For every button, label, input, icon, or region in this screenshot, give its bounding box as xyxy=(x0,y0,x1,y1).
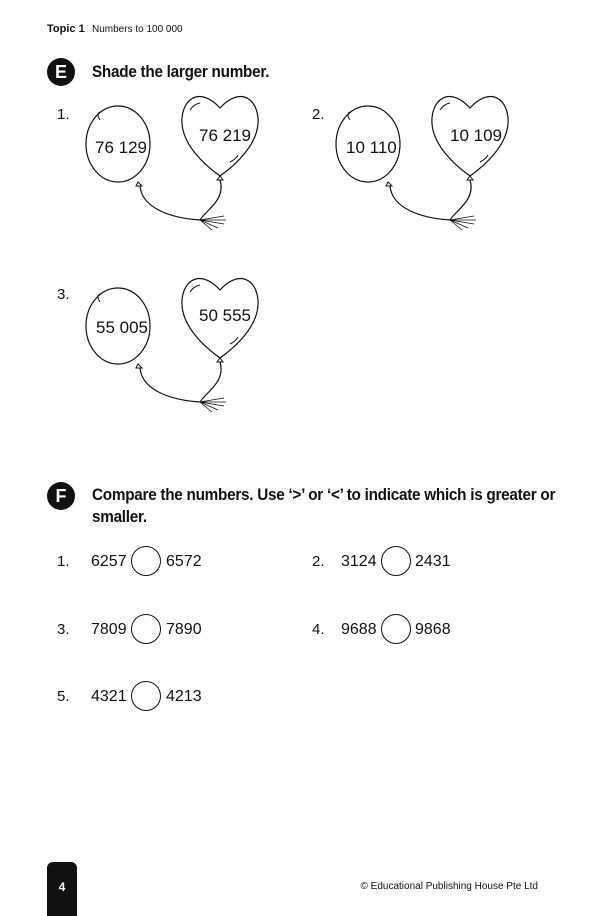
balloon-right-value[interactable]: 10 109 xyxy=(450,126,502,145)
compare-right-number: 4213 xyxy=(166,688,202,705)
compare-left-number: 7809 xyxy=(91,621,127,638)
compare-right-number: 7890 xyxy=(166,621,202,638)
balloon-left-value[interactable]: 10 110 xyxy=(346,138,397,157)
compare-left-number: 9688 xyxy=(341,621,377,638)
section-f-instruction-line2: smaller. xyxy=(92,507,147,526)
topic-label: Topic 1 xyxy=(47,23,85,35)
question-number: 5. xyxy=(57,688,70,705)
compare-answer-circle[interactable] xyxy=(131,681,161,711)
balloon-right-value[interactable]: 76 219 xyxy=(199,126,251,145)
compare-right-number: 2431 xyxy=(415,553,451,570)
copyright-text: © Educational Publishing House Pte Ltd xyxy=(360,881,538,892)
balloon-pair-3 xyxy=(80,272,240,432)
balloon-left-value[interactable]: 76 129 xyxy=(95,138,147,157)
page-number: 4 xyxy=(47,862,77,916)
compare-left-number: 3124 xyxy=(341,553,377,570)
compare-answer-circle[interactable] xyxy=(381,614,411,644)
question-number: 1. xyxy=(57,553,70,570)
compare-left-number: 6257 xyxy=(91,553,127,570)
question-number: 2. xyxy=(312,106,325,123)
compare-right-number: 9868 xyxy=(415,621,451,638)
question-number: 4. xyxy=(312,621,325,638)
balloon-pair-2 xyxy=(330,90,490,250)
compare-right-number: 6572 xyxy=(166,553,202,570)
section-e-instruction: Shade the larger number. xyxy=(92,62,270,81)
compare-answer-circle[interactable] xyxy=(131,614,161,644)
balloon-left-value[interactable]: 55 005 xyxy=(96,318,148,337)
balloon-right-value[interactable]: 50 555 xyxy=(199,306,251,325)
question-number: 1. xyxy=(57,106,70,123)
compare-answer-circle[interactable] xyxy=(131,546,161,576)
section-f-instruction xyxy=(92,484,560,528)
question-number: 3. xyxy=(57,621,70,638)
section-f-badge: F xyxy=(47,482,75,510)
question-number: 3. xyxy=(57,286,70,303)
compare-left-number: 4321 xyxy=(91,688,127,705)
section-e-badge: E xyxy=(47,58,75,86)
section-f-instruction-line1: Compare the numbers. Use ‘>’ or ‘<’ to indicate which is greater or xyxy=(92,485,556,504)
compare-answer-circle[interactable] xyxy=(381,546,411,576)
question-number: 2. xyxy=(312,553,325,570)
balloon-pair-1 xyxy=(80,90,240,250)
topic-title: Numbers to 100 000 xyxy=(92,24,183,35)
